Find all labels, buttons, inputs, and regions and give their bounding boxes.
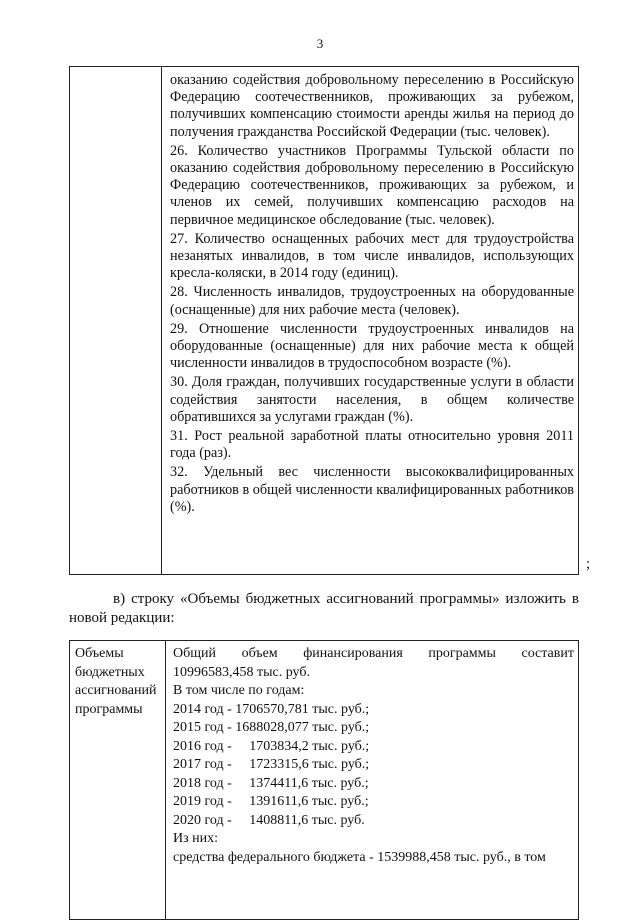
label-line: ассигнований <box>75 683 157 698</box>
total-financing-line: Общий объем финансирования программы составит <box>173 646 574 661</box>
indicators-table <box>69 66 579 575</box>
indicators-cell <box>170 72 574 518</box>
indicator-item-27: 27. Количество оснащенных рабочих мест для трудоустройства незанятых инвалидов, в том числе инвалидов, использующих кресла-коляски, в 2014 году (единиц). <box>170 230 574 282</box>
total-financing-amount: 10996583,458 тыс. руб. <box>173 664 310 680</box>
trailing-semicolon: ; <box>586 556 591 572</box>
year-row-2016: 2016 год - 1703834,2 тыс. руб.; <box>173 738 370 754</box>
of-them-label: Из них: <box>173 831 219 846</box>
year-row-2020: 2020 год - 1408811,6 тыс. руб. <box>173 812 365 828</box>
year-row-2015: 2015 год - 1688028,077 тыс. руб.; <box>173 720 370 735</box>
federal-budget-line: средства федерального бюджета - 1539988,458 тыс. руб., в том <box>173 849 546 865</box>
page-number: 3 <box>316 36 324 51</box>
indicator-item-26: 26. Количество участников Программы Тульской области по оказанию содействия добровольному переселению в Российскую Федерацию соотечественников, проживающих за рубежом, и членов их семей, получивших компенсацию расходов на первичное медицинское обследование (тыс. человек). <box>170 142 574 228</box>
indicator-continuation: оказанию содействия добровольному переселению в Российскую Федерацию соотечественников, проживающих за рубежом, получивших компенсацию стоимости аренды жилья на период до получения гражданства Российской Федерации (тыс. человек). <box>170 72 574 140</box>
instruction-paragraph: в) строку «Объемы бюджетных ассигнований программы» изложить в новой редакции: <box>69 591 579 626</box>
table-column-divider <box>165 641 166 919</box>
indicator-item-30: 30. Доля граждан, получивших государственные услуги в области содействия занятости населения, в общем количестве обратившихся за услугами граждан (%). <box>170 374 574 425</box>
label-line: Объемы <box>75 646 124 661</box>
year-row-2019: 2019 год - 1391611,6 тыс. руб.; <box>173 794 369 809</box>
by-years-header: В том числе по годам: <box>173 683 305 698</box>
year-row-2018: 2018 год - 1374411,6 тыс. руб.; <box>173 775 369 791</box>
label-line: программы <box>75 701 143 717</box>
indicator-item-32: 32. Удельный вес численности высококвалифицированных работников в общей численности квалифицированных работников (%). <box>170 464 574 515</box>
year-row-2014: 2014 год - 1706570,781 тыс. руб.; <box>173 701 370 717</box>
budget-table <box>69 640 579 920</box>
table-column-divider <box>161 67 162 574</box>
budget-label-cell <box>75 645 163 719</box>
indicator-item-29: 29. Отношение численности трудоустроенных инвалидов на оборудованные (оснащенные) для них рабочие места к общей численности инвалидов в трудоспособном возрасте (%). <box>170 320 574 372</box>
budget-value-cell <box>173 645 574 867</box>
indicator-item-31: 31. Рост реальной заработной платы относительно уровня 2011 года (раз). <box>170 428 574 462</box>
indicator-item-28: 28. Численность инвалидов, трудоустроенных на оборудованные (оснащенные) для них рабочие места (человек). <box>170 284 574 318</box>
year-row-2017: 2017 год - 1723315,6 тыс. руб.; <box>173 757 370 772</box>
label-line: бюджетных <box>75 664 145 680</box>
